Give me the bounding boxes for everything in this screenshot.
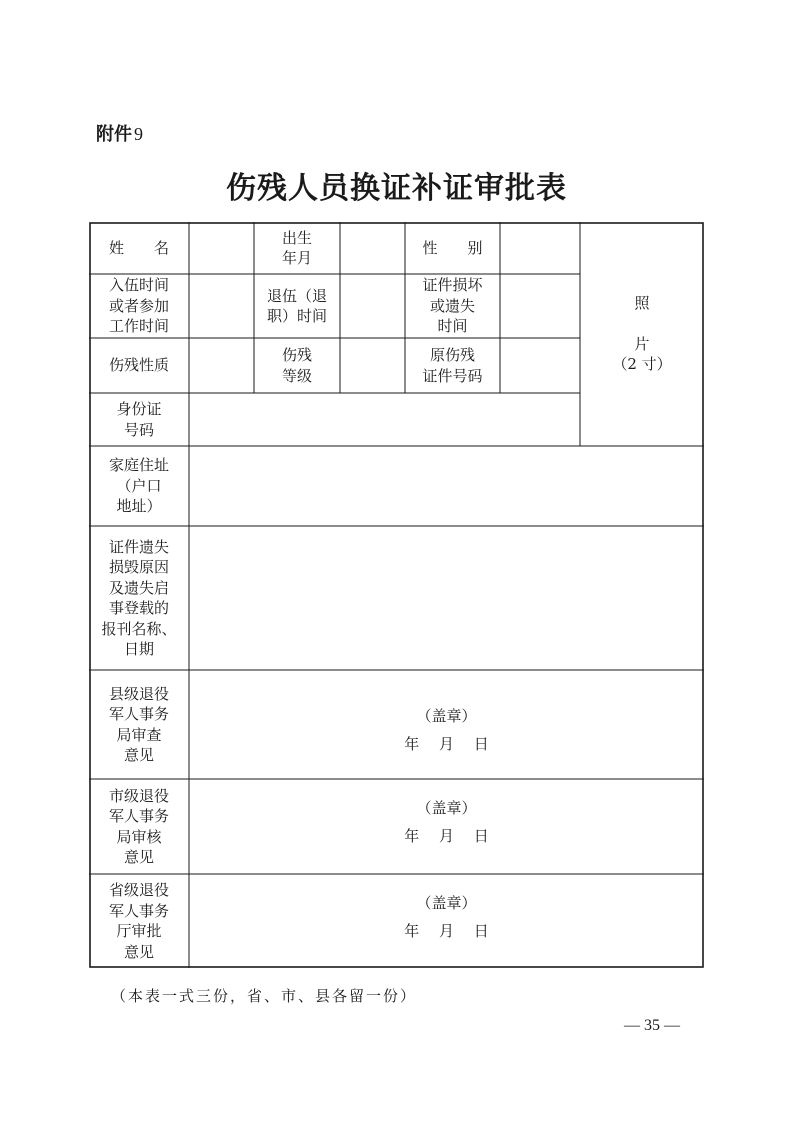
- label-enlist-time: [89, 274, 189, 338]
- label-address-line1: 家庭住址: [108, 456, 169, 475]
- label-birth: [254, 222, 340, 274]
- label-birth-line1: 出生: [281, 228, 312, 247]
- city-seal-text: （盖章）: [416, 799, 477, 817]
- label-disability-nature-text: 伤残性质: [108, 356, 169, 375]
- label-city-opinion: [89, 779, 189, 874]
- label-loss-line6: 日期: [123, 640, 154, 658]
- label-loss-line1: 证件遗失: [108, 537, 169, 556]
- label-address-line2: （户口: [116, 476, 162, 495]
- label-enlist-line2: 或者参加: [108, 296, 169, 315]
- label-enlist-line3: 工作时间: [108, 317, 169, 336]
- label-county-line2: 军人事务: [108, 705, 169, 723]
- label-home-address: [89, 446, 189, 526]
- label-address-line3: 地址）: [116, 497, 162, 516]
- attachment-number: 9: [134, 124, 143, 144]
- city-date-text: 年 月 日: [404, 827, 489, 845]
- label-county-line1: 县级退役: [108, 684, 169, 703]
- label-province-line2: 军人事务: [108, 901, 169, 920]
- label-enlist-line1: 入伍时间: [108, 276, 169, 295]
- county-seal-text: （盖章）: [416, 707, 477, 725]
- label-province-line3: 厅审批: [116, 922, 162, 940]
- label-city-line3: 局审核: [116, 827, 162, 846]
- label-damage-line1: 证件损坏: [422, 276, 483, 295]
- label-loss-line5: 报刊名称、: [101, 619, 177, 638]
- photo-box: [580, 222, 704, 446]
- label-retire-line2: 职）时间: [266, 307, 327, 325]
- label-cert-line1: 原伤残: [429, 346, 475, 364]
- label-loss-reason: [89, 526, 189, 670]
- label-damage-line2: 或遗失: [429, 296, 475, 315]
- label-county-line3: 局审查: [116, 725, 162, 744]
- approval-form-table: [89, 222, 704, 968]
- label-province-line1: 省级退役: [108, 881, 169, 899]
- province-seal-block: [189, 893, 704, 941]
- page-number: — 35 —: [624, 1017, 680, 1034]
- label-disability-grade: [254, 338, 340, 393]
- page-title: 伤残人员换证补证审批表: [226, 171, 567, 206]
- label-loss-line3: 及遗失启: [108, 578, 169, 597]
- photo-size-label: （2 寸）: [612, 355, 672, 374]
- label-grade-line2: 等级: [281, 366, 312, 385]
- photo-label-line1: 照: [634, 294, 650, 313]
- label-original-cert-number: [405, 338, 500, 393]
- label-gender: [405, 222, 500, 274]
- county-date-text: 年 月 日: [404, 735, 489, 753]
- label-damage-time: [405, 274, 500, 338]
- province-seal-text: （盖章）: [416, 894, 477, 912]
- label-gender-text: 性 别: [422, 238, 483, 257]
- label-city-line2: 军人事务: [108, 807, 169, 825]
- province-date-text: 年 月 日: [404, 922, 489, 940]
- label-id-number: [89, 393, 189, 446]
- label-retire-time: [254, 274, 340, 338]
- label-name-text: 姓 名: [108, 238, 169, 257]
- label-disability-nature: [89, 338, 189, 393]
- label-loss-line4: 事登载的: [108, 599, 169, 617]
- label-grade-line1: 伤残: [281, 346, 312, 364]
- label-birth-line2: 年月: [281, 249, 312, 267]
- label-city-line4: 意见: [123, 848, 154, 866]
- label-id-line2: 号码: [123, 420, 154, 439]
- label-loss-line2: 损毁原因: [108, 558, 169, 576]
- label-province-line4: 意见: [123, 942, 154, 961]
- label-county-opinion: [89, 670, 189, 779]
- label-county-line4: 意见: [123, 746, 154, 764]
- label-city-line1: 市级退役: [108, 786, 169, 805]
- footnote: （本表一式三份，省、市、县各留一份）: [111, 987, 418, 1005]
- attachment-label: [96, 120, 143, 146]
- label-province-opinion: [89, 874, 189, 968]
- label-cert-line2: 证件号码: [422, 366, 483, 385]
- city-seal-block: [189, 798, 704, 846]
- attachment-text: 附件: [96, 124, 132, 145]
- label-retire-line1: 退伍（退: [266, 286, 327, 305]
- label-id-line1: 身份证: [116, 400, 162, 418]
- label-name: [89, 222, 189, 274]
- photo-label-line2: 片: [634, 334, 650, 353]
- county-seal-block: [189, 706, 704, 754]
- label-damage-line3: 时间: [437, 317, 468, 336]
